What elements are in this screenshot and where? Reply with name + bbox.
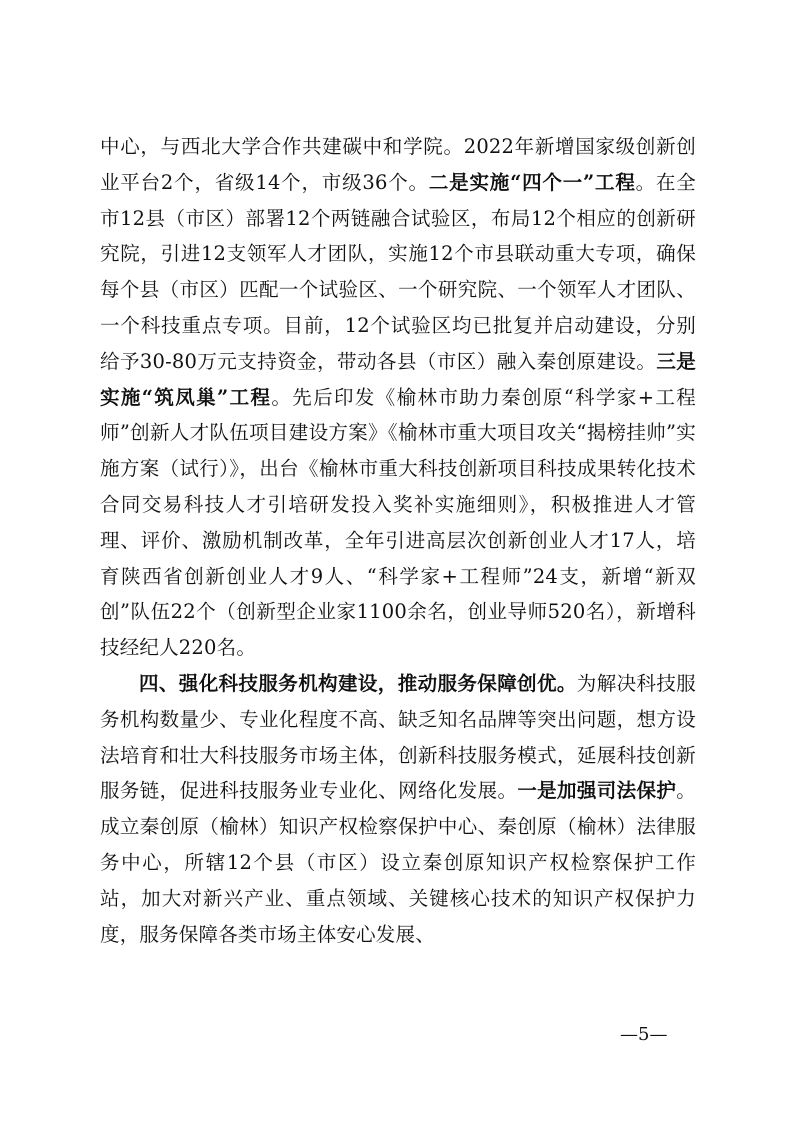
section-heading-four: 四、强化科技服务机构建设，推动服务保障创优。 [139, 671, 577, 695]
text-segment: 为解决科技服务机构数量少、专业化程度不高、缺乏知名品牌等突出问题，想方设法培育和壮大科技服务市场主体，创新科技服务模式，延展科技创新服务链，促进科技服务业专业化、网络化发展。 [100, 671, 696, 803]
bold-heading-two: 二是实施“四个一”工程 [428, 170, 636, 194]
paragraph-2 [100, 666, 696, 952]
text-segment: 。成立秦创原（榆林）知识产权检察保护中心、秦创原（榆林）法律服务中心，所辖12个县（市区）设立秦创原知识产权检察保护工作站，加大对新兴产业、重点领域、关键核心技术的知识产权保护力度，服务保障各类市场主体安心发展、 [100, 779, 696, 946]
paragraph-1 [100, 129, 696, 666]
text-segment: 。在全市12县（市区）部署12个两链融合试验区，布局12个相应的创新研究院，引进12支领军人才团队，实施12个市县联动重大专项，确保每个县（市区）匹配一个试验区、一个研究院、一个领军人才团队、一个科技重点专项。目前，12个试验区均已批复并启动建设，分别给予30-80万元支持资金，带动各县（市区）融入秦创原建设。 [100, 170, 696, 373]
document-body [100, 129, 696, 952]
text-segment: 。先后印发《榆林市助力秦创原“科学家+工程师”创新人才队伍项目建设方案》《榆林市重大项目攻关“揭榜挂帅”实施方案（试行）》，出台《榆林市重大科技创新项目科技成果转化技术合同交易科技人才引培研发投入奖补实施细则》，积极推进人才管理、评价、激励机制改革，全年引进高层次创新创业人才17人，培育陕西省创新创业人才9人、“科学家+工程师”24支，新增“新双创”队伍22个（创新型企业家1100余名，创业导师520名），新增科技经纪人220名。 [100, 385, 697, 660]
bold-heading-one: 一是加强司法保护 [517, 779, 677, 803]
bold-heading-three: 三是实施“筑凤巢”工程 [100, 349, 696, 409]
text-segment: 中心，与西北大学合作共建碳中和学院。2022年新增国家级创新创业平台2个，省级14个，市级36个。 [100, 135, 696, 194]
page-number: —5— [620, 1024, 668, 1045]
